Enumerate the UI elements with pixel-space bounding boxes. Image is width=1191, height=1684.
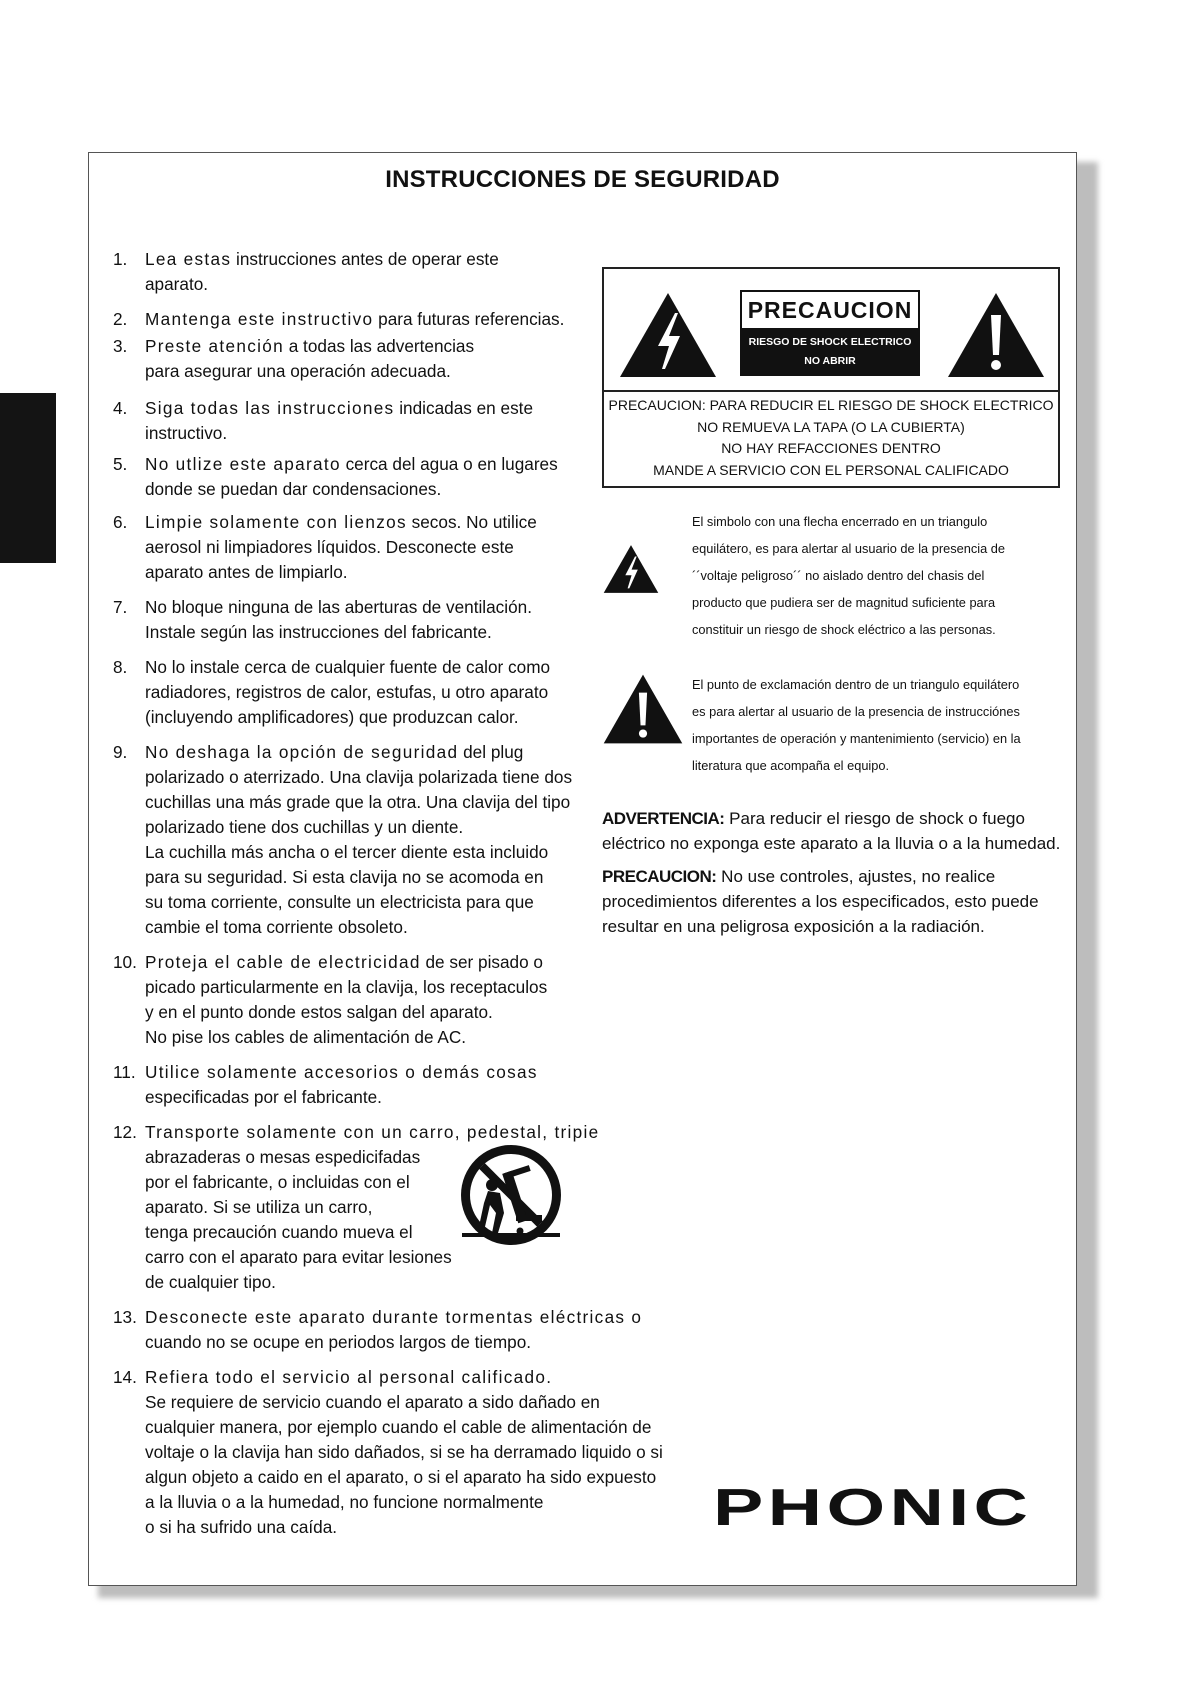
- instruction-lead: Utilice solamente accesorios o demás cosas: [145, 1062, 538, 1082]
- instruction-item: [113, 1305, 673, 1355]
- precaucion-text: No use controles, ajustes, no realice procedimientos diferentes a los especificados, esto puede resultar en una peligrosa exposición a la radiación.: [602, 867, 1039, 936]
- instruction-line: aparato. Si se utiliza un carro,: [145, 1197, 373, 1217]
- lightning-warning-icon: [618, 291, 718, 379]
- instruction-lead: No deshaga la opción de seguridad: [145, 742, 459, 762]
- instruction-line: Siga todas las instrucciones indicadas en este: [145, 398, 534, 418]
- instruction-lead: Mantenga este instructivo: [145, 309, 374, 329]
- document-frame: [88, 152, 1077, 1586]
- exclamation-warning-icon: [602, 673, 684, 745]
- instruction-lead: Refiera todo el servicio al personal calificado.: [145, 1367, 553, 1387]
- exclamation-warning-icon: [946, 291, 1046, 379]
- instruction-number: 3.: [113, 336, 128, 356]
- instruction-item: [113, 1120, 673, 1295]
- instruction-line: Mantenga este instructivo para futuras referencias.: [145, 309, 565, 329]
- instruction-line: voltaje o la clavija han sido dañados, si se ha derramado liquido o si: [145, 1442, 663, 1462]
- instruction-line: carro con el aparato para evitar lesiones: [145, 1247, 452, 1267]
- instruction-line: No lo instale cerca de cualquier fuente de calor como: [145, 657, 551, 677]
- symbol-text-line: equilátero, es para alertar al usuario de la presencia de: [692, 541, 1006, 556]
- instruction-number: 5.: [113, 454, 128, 474]
- instruction-number: 9.: [113, 742, 128, 762]
- instruction-item: [113, 452, 673, 502]
- advertencia-label: ADVERTENCIA:: [602, 809, 725, 828]
- instruction-line: donde se puedan dar condensaciones.: [145, 479, 442, 499]
- advertencia-text: Para reducir el riesgo de shock o fuego eléctrico no exponga este aparato a la lluvia o a la humedad.: [602, 809, 1061, 853]
- instruction-line: su toma corriente, consulte un electricista para que: [145, 892, 534, 912]
- warning-box-line: MANDE A SERVICIO CON EL PERSONAL CALIFICADO: [653, 461, 1009, 478]
- caution-label: [740, 290, 920, 376]
- instruction-line: Lea estas instrucciones antes de operar este: [145, 249, 499, 269]
- caution-label-title: PRECAUCION: [742, 292, 918, 328]
- instruction-line: por el fabricante, o incluidas con el: [145, 1172, 410, 1192]
- instruction-line: radiadores, registros de calor, estufas, u otro aparato: [145, 682, 549, 702]
- instruction-item: [113, 595, 673, 645]
- instruction-number: 11.: [113, 1062, 136, 1082]
- instruction-lead: Limpie solamente con lienzos: [145, 512, 407, 532]
- instruction-lead: Transporte solamente con un carro, pedestal, tripie: [145, 1122, 600, 1142]
- lightning-symbol-explanation: [602, 508, 1062, 648]
- instruction-number: 12.: [113, 1122, 137, 1142]
- instruction-line: cualquier manera, por ejemplo cuando el cable de alimentación de: [145, 1417, 652, 1437]
- instruction-number: 8.: [113, 657, 128, 677]
- instruction-item: [113, 247, 673, 297]
- instruction-lead: Desconecte este aparato durante tormentas eléctricas o: [145, 1307, 643, 1327]
- instruction-number: 2.: [113, 309, 128, 329]
- instruction-line: polarizado o aterrizado. Una clavija polarizada tiene dos: [145, 767, 573, 787]
- phonic-logo: PHONIC: [713, 1479, 1033, 1537]
- instruction-number: 6.: [113, 512, 128, 532]
- warning-box-line: NO HAY REFACCIONES DENTRO: [721, 440, 941, 456]
- instruction-line: abrazaderas o mesas espedicifadas: [145, 1147, 421, 1167]
- instruction-line: No utlize este aparato cerca del agua o en lugares: [145, 454, 558, 474]
- warning-box-text: [604, 395, 1058, 481]
- instruction-line: instructivo.: [145, 423, 228, 443]
- instruction-line: [145, 1305, 673, 1330]
- instruction-line: para asegurar una operación adecuada.: [145, 361, 451, 381]
- instruction-item: [113, 1060, 673, 1110]
- instruction-line: y en el punto donde estos salgan del aparato.: [145, 1002, 493, 1022]
- instruction-number: 4.: [113, 398, 128, 418]
- symbol-text-line: es para alertar al usuario de la presencia de instrucciónes: [692, 704, 1020, 719]
- instruction-line: Proteja el cable de electricidad de ser pisado o: [145, 952, 543, 972]
- symbol-text-line: importantes de operación y mantenimiento (servicio) en la: [692, 731, 1021, 746]
- instruction-line: La cuchilla más ancha o el tercer diente esta incluido: [145, 842, 549, 862]
- precaucion-paragraph: [602, 864, 1062, 939]
- instruction-item: [113, 396, 673, 446]
- cart-tip-over-warning-icon: [456, 1141, 566, 1253]
- instruction-number: 7.: [113, 597, 128, 617]
- instruction-number: 13.: [113, 1307, 137, 1327]
- instruction-line: Instale según las instrucciones del fabricante.: [145, 622, 492, 642]
- instructions-list: [113, 247, 673, 1540]
- instruction-item: [113, 740, 673, 940]
- exclamation-symbol-text: [692, 671, 1021, 779]
- instruction-line: No deshaga la opción de seguridad del plug: [145, 742, 524, 762]
- instruction-line: aerosol ni limpiadores líquidos. Desconecte este: [145, 537, 514, 557]
- instruction-item: [113, 307, 673, 332]
- instruction-line: cuando no se ocupe en periodos largos de tiempo.: [145, 1332, 532, 1352]
- instruction-line: cambie el toma corriente obsoleto.: [145, 917, 408, 937]
- instruction-line: a la lluvia o a la humedad, no funcione normalmente: [145, 1492, 544, 1512]
- instruction-line: de cualquier tipo.: [145, 1272, 276, 1292]
- instruction-number: 1.: [113, 249, 128, 269]
- symbol-text-line: literatura que acompaña el equipo.: [692, 758, 890, 773]
- symbol-text-line: El punto de exclamación dentro de un triangulo equilátero: [692, 677, 1020, 692]
- lightning-symbol-text: [692, 508, 1005, 643]
- instruction-lead: Preste atención: [145, 336, 284, 356]
- instruction-line: polarizado tiene dos cuchillas y un diente.: [145, 817, 464, 837]
- caution-warning-box: [602, 267, 1060, 488]
- warnings-section: [602, 806, 1062, 947]
- instruction-line: o si ha sufrido una caída.: [145, 1517, 338, 1537]
- instruction-line: Preste atención a todas las advertencias: [145, 336, 475, 356]
- warning-box-divider: [604, 390, 1058, 392]
- instruction-item: [113, 1365, 673, 1540]
- symbol-text-line: constituir un riesgo de shock eléctrico a las personas.: [692, 622, 996, 637]
- instruction-lead: Lea estas: [145, 249, 232, 269]
- precaucion-label: PRECAUCION:: [602, 867, 717, 886]
- exclamation-symbol-explanation: [602, 671, 1062, 791]
- caution-label-line1: RIESGO DE SHOCK ELECTRICO: [748, 336, 912, 348]
- instruction-item: [113, 950, 673, 1050]
- instruction-line: [145, 1120, 673, 1145]
- instruction-line: picado particularmente en la clavija, los receptaculos: [145, 977, 548, 997]
- instruction-line: Se requiere de servicio cuando el aparato a sido dañado en: [145, 1392, 600, 1412]
- page-title: INSTRUCCIONES DE SEGURIDAD: [385, 166, 780, 193]
- instruction-line: para su seguridad. Si esta clavija no se acomoda en: [145, 867, 544, 887]
- instruction-line: especificadas por el fabricante.: [145, 1087, 382, 1107]
- symbol-text-line: El simbolo con una flecha encerrado en un triangulo: [692, 514, 988, 529]
- lightning-warning-icon: [602, 544, 660, 594]
- instruction-line: tenga precaución cuando mueva el: [145, 1222, 413, 1242]
- instruction-number: 14.: [113, 1367, 137, 1387]
- symbol-text-line: producto que pudiera ser de magnitud suficiente para: [692, 595, 996, 610]
- warning-box-line: NO REMUEVA LA TAPA (O LA CUBIERTA): [697, 418, 965, 435]
- instruction-item: [113, 510, 673, 585]
- instruction-line: algun objeto a caido en el aparato, o si el aparato ha sido expuesto: [145, 1467, 657, 1487]
- caution-label-line2: NO ABRIR: [804, 355, 856, 367]
- instruction-line: [145, 1060, 673, 1085]
- instruction-lead: No utlize este aparato: [145, 454, 341, 474]
- instruction-lead: Siga todas las instrucciones: [145, 398, 395, 418]
- side-tab-marker: [0, 393, 56, 563]
- symbol-text-line: ´´voltaje peligroso´´ no aislado dentro del chasis del: [692, 568, 985, 583]
- instruction-item: [113, 655, 673, 730]
- instruction-item: [113, 334, 673, 384]
- instruction-line: (incluyendo amplificadores) que produzcan calor.: [145, 707, 519, 727]
- instruction-line: [145, 1365, 673, 1390]
- instruction-line: aparato antes de limpiarlo.: [145, 562, 348, 582]
- instruction-number: 10.: [113, 952, 137, 972]
- advertencia-paragraph: [602, 806, 1062, 856]
- instruction-line: No bloque ninguna de las aberturas de ventilación.: [145, 597, 532, 617]
- instruction-line: No pise los cables de alimentación de AC.: [145, 1027, 467, 1047]
- instruction-line: aparato.: [145, 274, 209, 294]
- warning-box-line: PRECAUCION: PARA REDUCIR EL RIESGO DE SHOCK ELECTRICO: [608, 397, 1054, 413]
- instruction-lead: Proteja el cable de electricidad: [145, 952, 421, 972]
- instruction-line: Limpie solamente con lienzos secos. No utilice: [145, 512, 537, 532]
- instruction-line: cuchillas una más grade que la otra. Una clavija del tipo: [145, 792, 571, 812]
